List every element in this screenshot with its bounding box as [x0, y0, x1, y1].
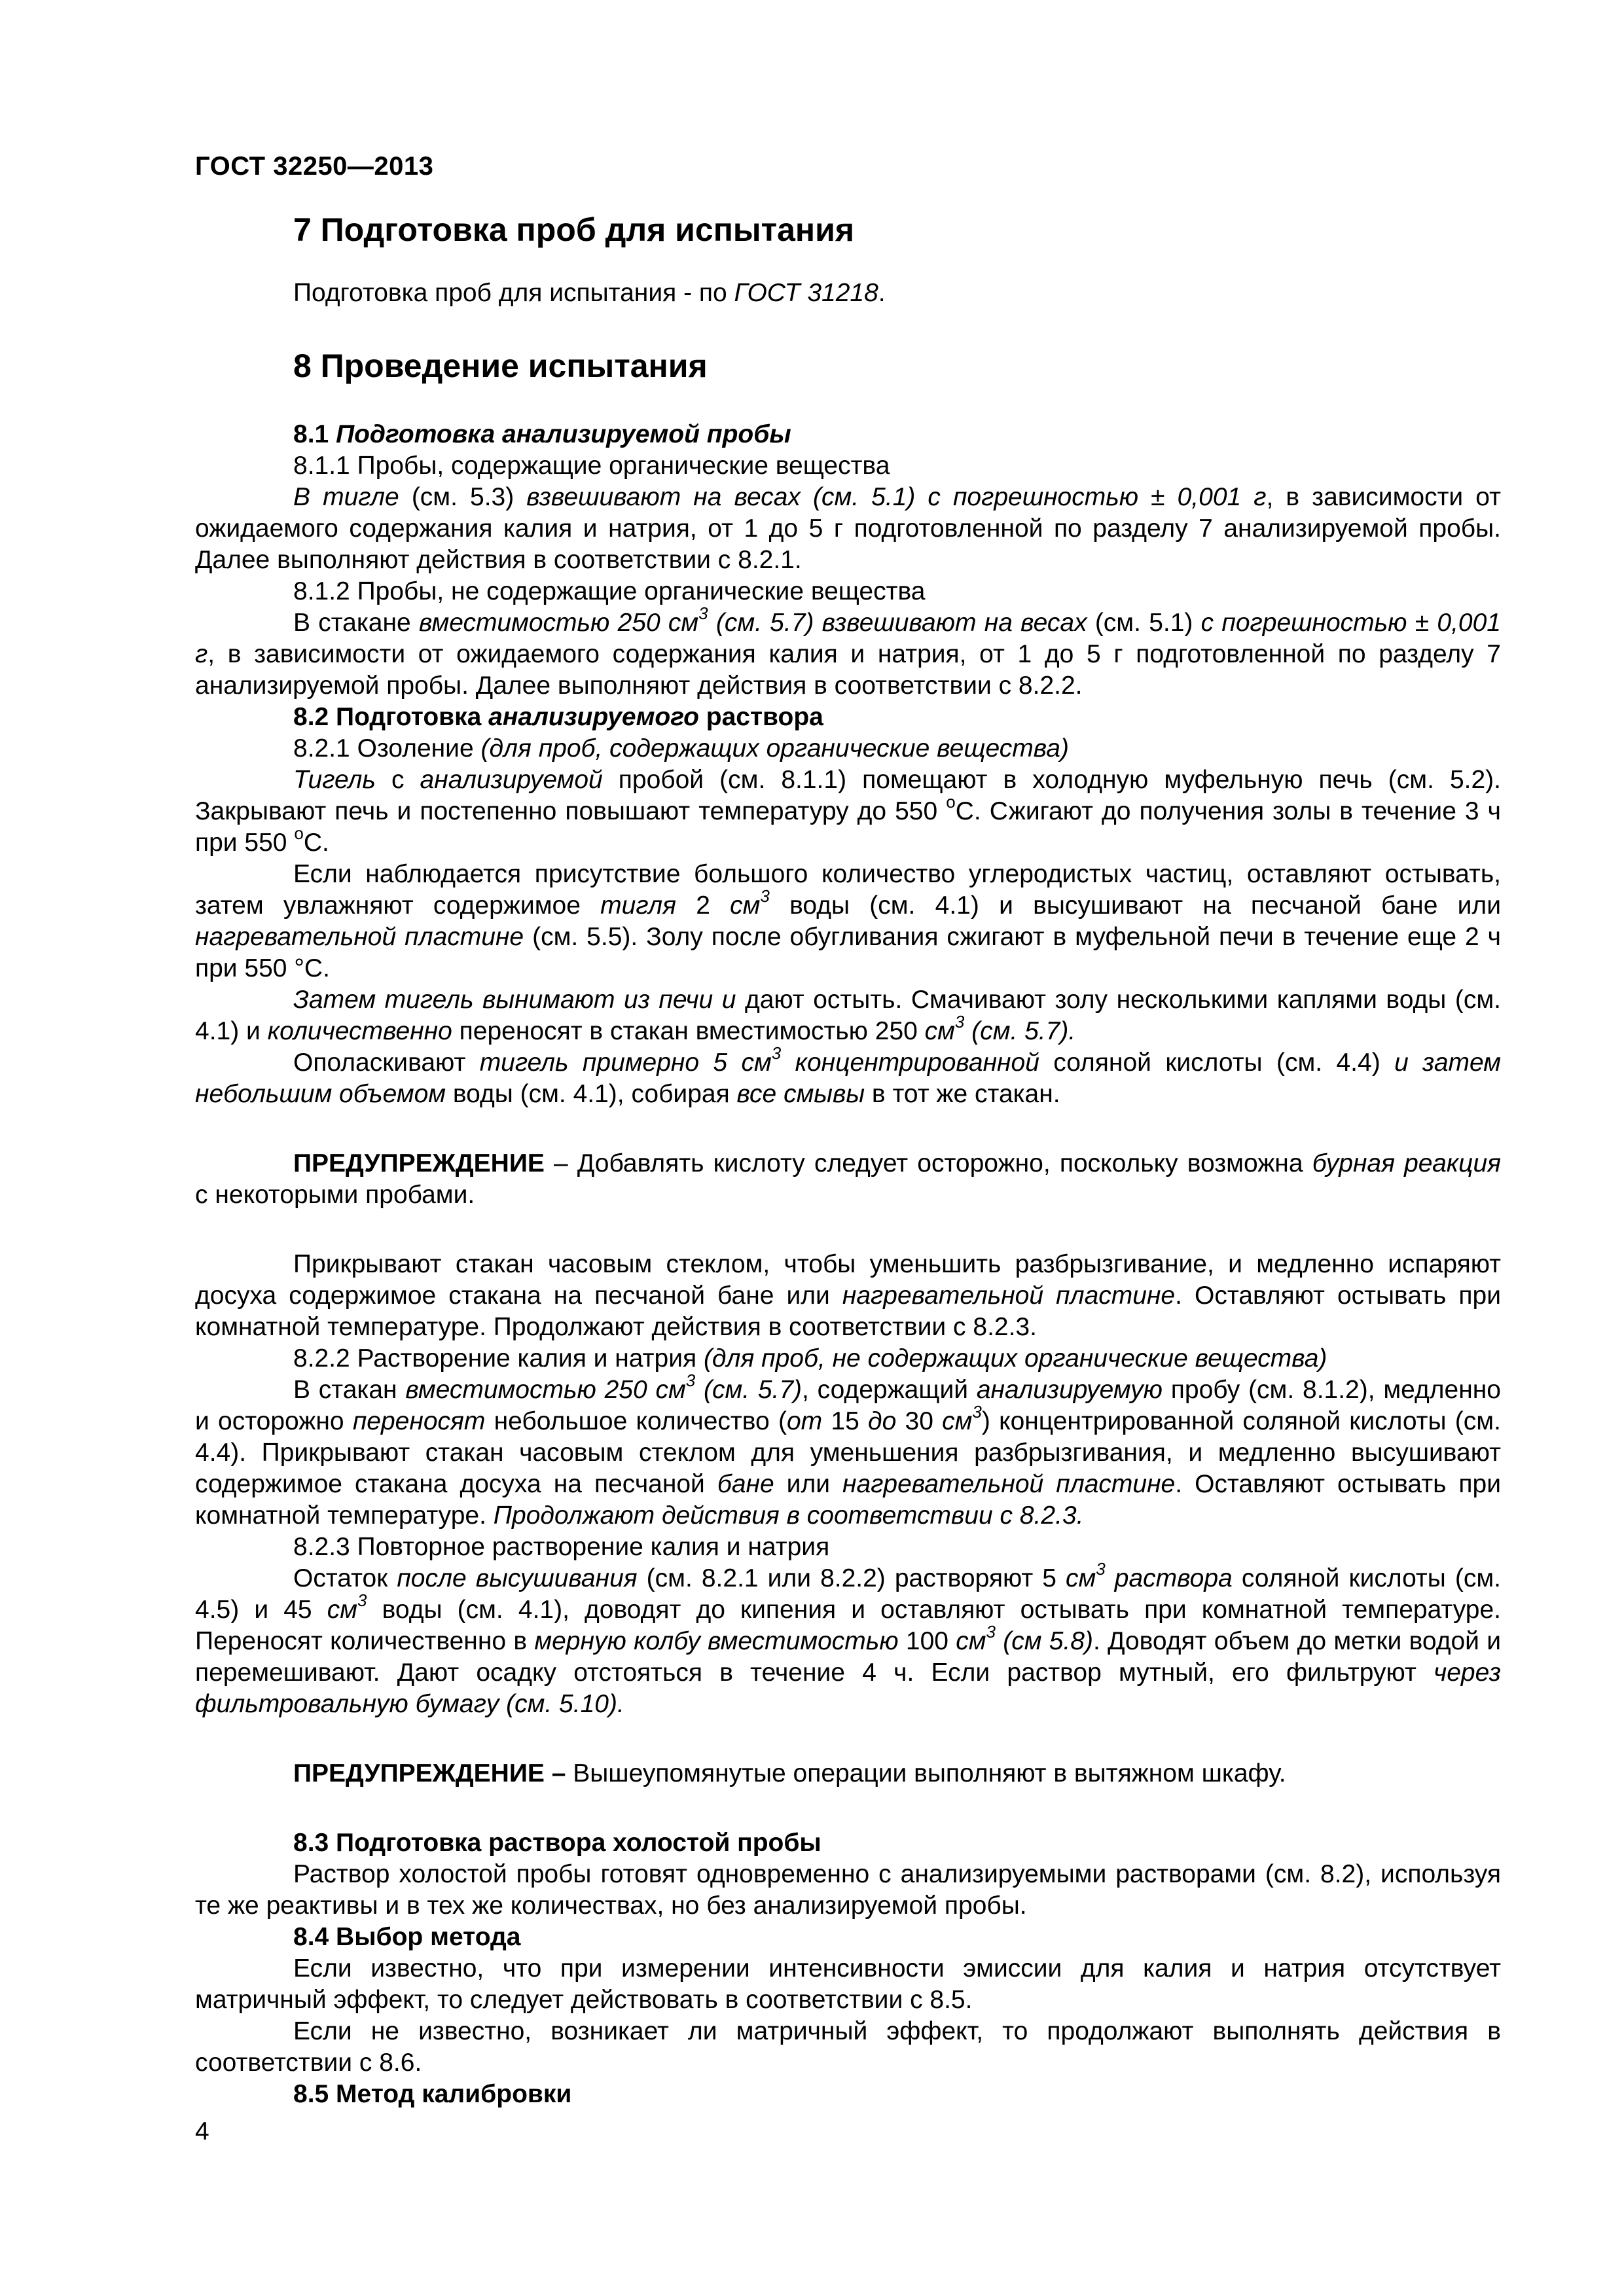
paragraph-8-4-b: Если не известно, возникает ли матричный эффект, то продолжают выполнять действия в соответствии с 8.6.	[195, 2017, 1501, 2077]
subsection-8-2-title: 8.2 Подготовка анализируемого раствора	[293, 703, 823, 731]
section-7-body: Подготовка проб для испытания - по ГОСТ 31218.	[293, 279, 886, 307]
paragraph-8-4-a: Если известно, что при измерении интенсивности эмиссии для калия и натрия отсутствует матричный эффект, то следует действовать в соответствии с 8.5.	[195, 1954, 1501, 2014]
subsection-8-5-title: 8.5 Метод калибровки	[293, 2080, 572, 2108]
section-8-title: 8 Проведение испытания	[293, 348, 708, 384]
subsection-8-3-title: 8.3 Подготовка раствора холостой пробы	[293, 1829, 821, 1857]
paragraph-8-2-3: Остаток после высушивания (см. 8.2.1 или 8.2.2) растворяют 5 $см^3$ раствора соляной кислоты (см. 4.5) и 45 $см^3$ воды (см. 4.1), доводят до кипения и оставляют остывать при комнатной температуре. Переносят количественно в мерную колбу вместимостью 100 $см^3$ (см 5.8). Доводят объем до метки водой и перемешивают. Дают осадку отстояться в течение 4 ч. Если раствор мутный, его фильтруют через фильтровальную бумагу (см. 5.10).	[195, 1559, 1502, 1718]
paragraph-8-2-1-e: Прикрывают стакан часовым стеклом, чтобы уменьшить разбрызгивание, и медленно испаряют досуха содержимое стакана на песчаной бане или нагревательной пластине. Оставляют остывать при комнатной температуре. Продолжают действия в соответствии с 8.2.3.	[195, 1250, 1502, 1341]
subsection-8-2-3-heading: 8.2.3 Повторное растворение калия и натрия	[293, 1533, 830, 1561]
subsection-8-4-title: 8.4 Выбор метода	[293, 1923, 521, 1951]
warning-acid: ПРЕДУПРЕЖДЕНИЕ – Добавлять кислоту следует осторожно, поскольку возможна бурная реакция с некоторыми пробами.	[195, 1149, 1501, 1209]
document-header: ГОСТ 32250—2013	[195, 152, 434, 181]
paragraph-8-2-1-b: Если наблюдается присутствие большого количество углеродистых частиц, оставляют остывать, затем увлажняют содержимое тигля 2 $см^3$ воды (см. 4.1) и высушивают на песчаной бане или нагревательной пластине (см. 5.5). Золу после обугливания сжигают в муфельной печи в течение еще 2 ч при 550 °С.	[195, 860, 1501, 982]
section-7-title: 7 Подготовка проб для испытания	[293, 211, 855, 248]
paragraph-8-2-1-d: Ополаскивают тигель примерно 5 $см^3$ концентрированной соляной кислоты (см. 4.4) и затем небольшим объемом воды (см. 4.1), собирая все смывы в тот же стакан.	[195, 1043, 1501, 1108]
document-body	[195, 209, 1501, 2110]
paragraph-8-2-1-c: Затем тигель вынимают из печи и дают остыть. Смачивают золу несколькими каплями воды (см. 4.1) и количественно переносят в стакан вместимостью 250 $см^3$ (см. 5.7).	[195, 986, 1501, 1045]
subsection-8-1-2-heading: 8.1.2 Пробы, не содержащие органические вещества	[293, 577, 926, 605]
subsection-8-1-1-heading: 8.1.1 Пробы, содержащие органические вещества	[293, 452, 890, 480]
paragraph-8-1-1: В тигле (см. 5.3) взвешивают на весах (см. 5.1) с погрешностью ± 0,001 г, в зависимости от ожидаемого содержания калия и натрия, от 1 до 5 г подготовленной по разделу 7 анализируемой пробы. Далее выполняют действия в соответствии с 8.2.1.	[195, 483, 1501, 574]
paragraph-8-2-1-a: Тигель с анализируемой пробой (см. 8.1.1) помещают в холодную муфельную печь (см. 5.2). Закрывают печь и постепенно повышают температуру до 550 $^o$С. Сжигают до получения золы в течение 3 ч при 550 $^o$С.	[195, 766, 1501, 857]
page-number: 4	[195, 2117, 209, 2145]
subsection-8-2-1-heading: 8.2.1 Озоление (для проб, содержащих органические вещества)	[293, 734, 1069, 762]
paragraph-8-1-2: В стакане вместимостью 250 $см^3$ (см. 5.7) взвешивают на весах (см. 5.1) с погрешностью ± 0,001 г, в зависимости от ожидаемого содержания калия и натрия, от 1 до 5 г подготовленной по разделу 7 анализируемой пробы. Далее выполняют действия в соответствии с 8.2.2.	[195, 603, 1501, 700]
paragraph-8-2-2: В стакан вместимостью 250 $см^3$ (см. 5.7), содержащий анализируемую пробу (см. 8.1.2), медленно и осторожно переносят небольшое количество (от 15 до 30 $см^3$) концентрированной соляной кислоты (см. 4.4). Прикрывают стакан часовым стеклом для уменьшения разбрызгивания, и медленно высушивают содержимое стакана досуха на песчаной бане или нагревательной пластине. Оставляют остывать при комнатной температуре. Продолжают действия в соответствии с 8.2.3.	[195, 1371, 1502, 1530]
paragraph-8-3: Раствор холостой пробы готовят одновременно с анализируемыми растворами (см. 8.2), используя те же реактивы и в тех же количествах, но без анализируемой пробы.	[195, 1860, 1501, 1920]
subsection-8-1-title: 8.1 Подготовка анализируемой пробы	[293, 420, 791, 448]
warning-fume-hood: ПРЕДУПРЕЖДЕНИЕ – Вышеупомянутые операции выполняют в вытяжном шкафу.	[293, 1759, 1286, 1787]
subsection-8-2-2-heading: 8.2.2 Растворение калия и натрия (для проб, не содержащих органические вещества)	[293, 1344, 1327, 1372]
